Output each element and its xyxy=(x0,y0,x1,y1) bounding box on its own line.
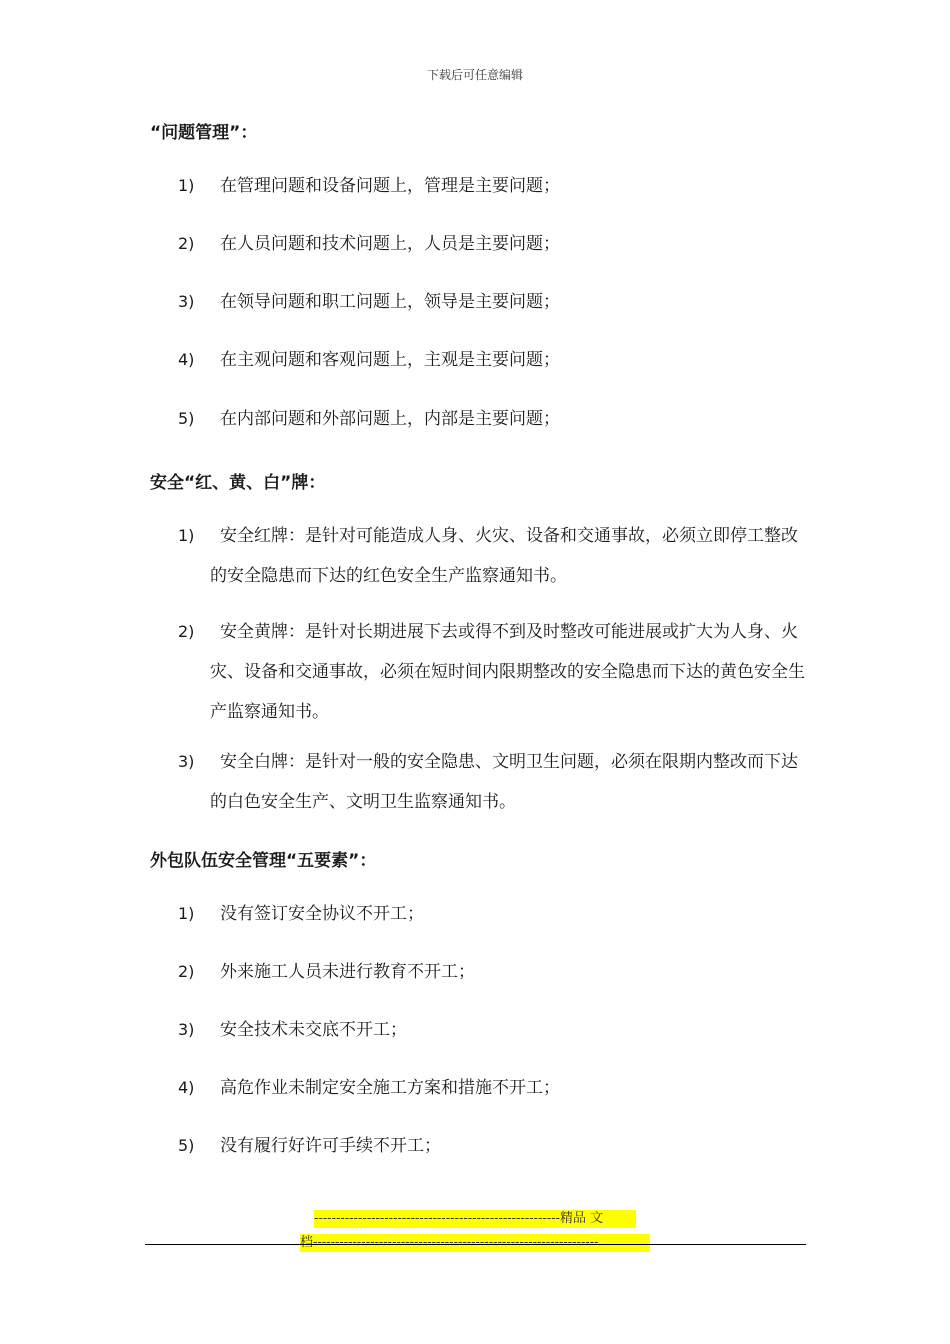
list-item-number: 1) xyxy=(178,526,195,545)
list-item-text: 在主观问题和客观问题上，主观是主要问题； xyxy=(220,350,560,370)
list-item xyxy=(178,1126,808,1166)
list-item-number: 3) xyxy=(178,752,195,771)
list-item xyxy=(178,742,808,822)
list-item-text: 在内部问题和外部问题上，内部是主要问题； xyxy=(220,409,560,429)
page-footer xyxy=(300,1210,650,1258)
list-item-number: 2) xyxy=(178,234,195,253)
list-item-number: 5) xyxy=(178,1136,195,1155)
section-title-safety-cards: 安全“红、黄、白”牌： xyxy=(150,473,326,493)
section-title-five-elements: 外包队伍安全管理“五要素”： xyxy=(150,851,377,871)
list-item xyxy=(178,224,808,264)
page-header-note: 下载后可任意编辑 xyxy=(426,68,523,82)
list-item-text: 在管理问题和设备问题上，管理是主要问题； xyxy=(220,176,560,196)
list-item xyxy=(178,1010,808,1050)
list-item xyxy=(178,612,808,732)
section-title-problem-management: “问题管理”： xyxy=(150,123,258,143)
list-item xyxy=(178,952,808,992)
list-item xyxy=(178,166,808,206)
list-item-number: 2) xyxy=(178,962,195,981)
list-item-text: 高危作业未制定安全施工方案和措施不开工； xyxy=(220,1078,560,1098)
list-item-text: 安全红牌：是针对可能造成人身、火灾、设备和交通事故，必须立即停工整改的安全隐患而下达的红色安全生产监察通知书。 xyxy=(210,526,798,586)
list-item-text: 安全技术未交底不开工； xyxy=(220,1020,407,1040)
list-item-text: 安全黄牌：是针对长期进展下去或得不到及时整改可能进展或扩大为人身、火灾、设备和交通事故，必须在短时间内限期整改的安全隐患而下达的黄色安全生产监察通知书。 xyxy=(210,622,805,722)
list-item-number: 1) xyxy=(178,904,195,923)
list-item-text: 在领导问题和职工问题上，领导是主要问题； xyxy=(220,292,560,312)
list-item xyxy=(178,399,808,439)
list-item-text: 没有签订安全协议不开工； xyxy=(220,904,424,924)
list-item-number: 1) xyxy=(178,176,195,195)
list-item xyxy=(178,282,808,322)
list-item-number: 3) xyxy=(178,1020,195,1039)
list-item-text: 在人员问题和技术问题上，人员是主要问题； xyxy=(220,234,560,254)
list-item-text: 安全白牌：是针对一般的安全隐患、文明卫生问题，必须在限期内整改而下达的白色安全生产、文明卫生监察通知书。 xyxy=(210,752,798,812)
list-item-number: 2) xyxy=(178,622,195,641)
list-item-number: 3) xyxy=(178,292,195,311)
list-item-number: 4) xyxy=(178,1078,195,1097)
footer-divider xyxy=(145,1244,806,1245)
list-item-text: 外来施工人员未进行教育不开工； xyxy=(220,962,475,982)
list-item xyxy=(178,340,808,380)
list-item xyxy=(178,894,808,934)
list-item-text: 没有履行好许可手续不开工； xyxy=(220,1136,441,1156)
list-item xyxy=(178,1068,808,1108)
footer-line-2: 档----------------------------------------------------------------- xyxy=(300,1234,650,1252)
footer-line-1: --------------------------------------------------------精品 文 xyxy=(314,1210,636,1228)
list-item xyxy=(178,516,808,596)
list-item-number: 4) xyxy=(178,350,195,369)
list-item-number: 5) xyxy=(178,409,195,428)
